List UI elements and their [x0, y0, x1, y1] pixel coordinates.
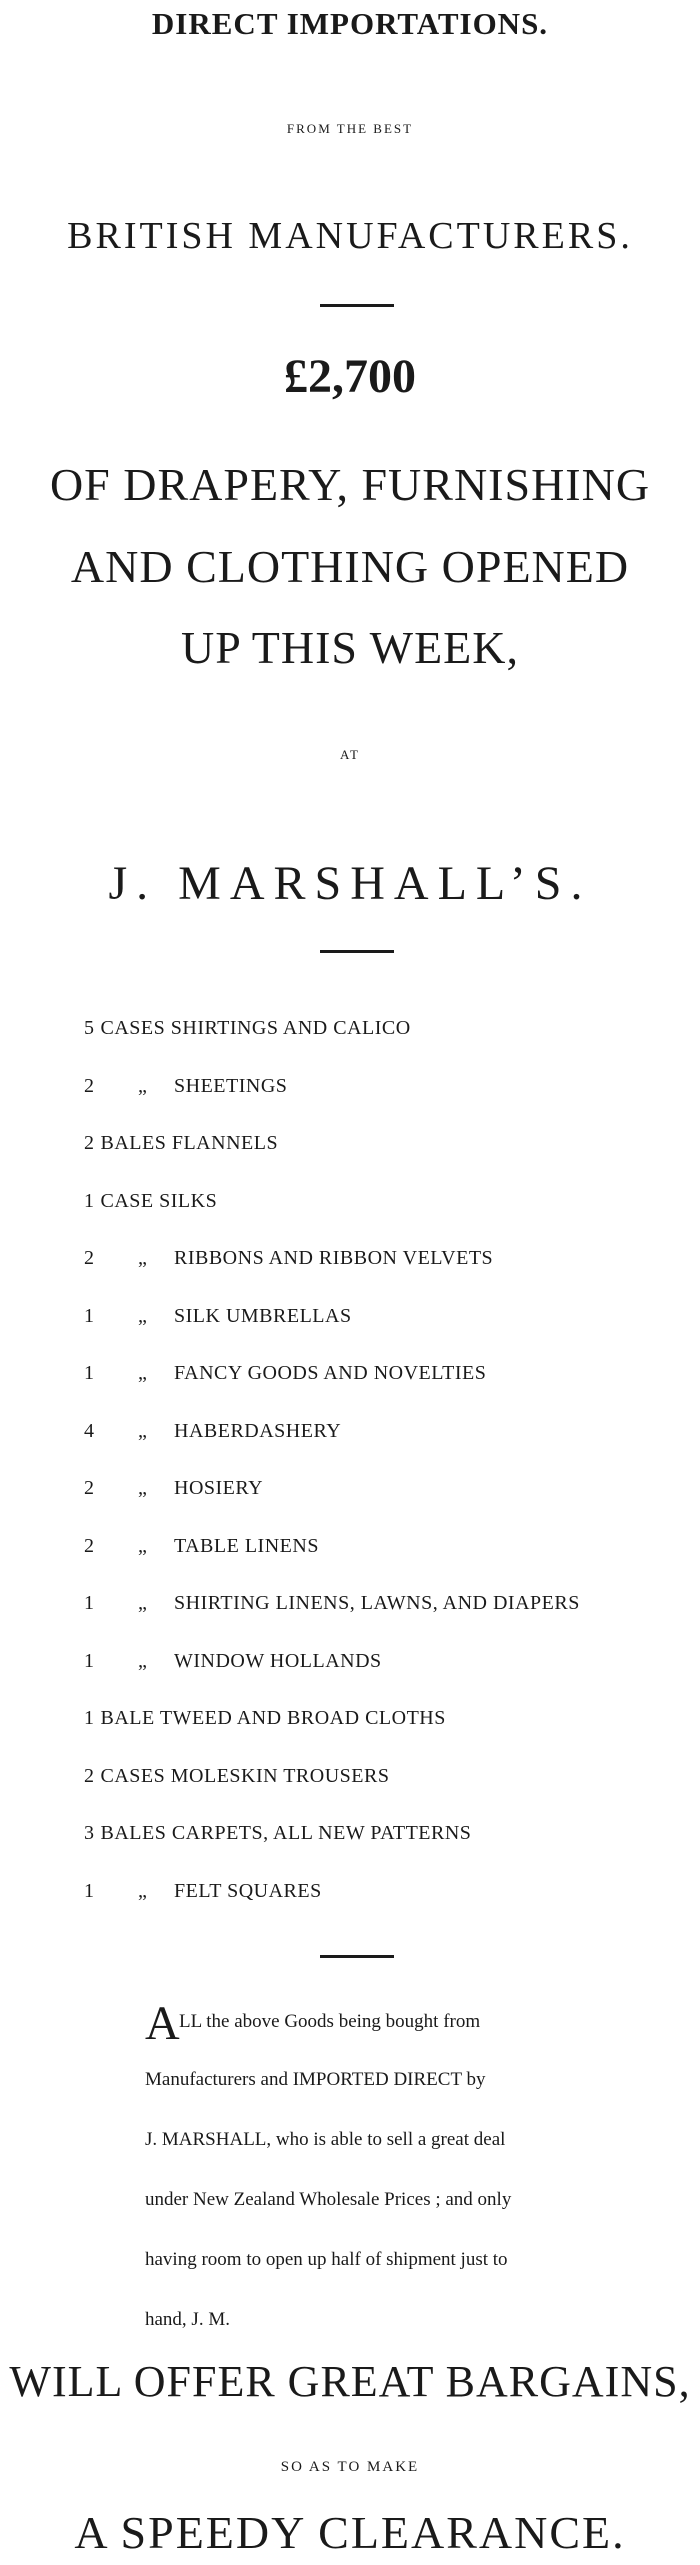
list-item — [84, 1880, 322, 1902]
paragraph-line: having room to open up half of shipment just to — [145, 2249, 508, 2270]
ditto-mark: „ — [138, 1650, 148, 1672]
item-quantity: 1 — [84, 1190, 95, 1212]
paragraph-line: hand, J. M. — [145, 2309, 230, 2330]
item-quantity: 1 — [84, 1650, 95, 1672]
ditto-mark: „ — [138, 1477, 148, 1499]
ditto-mark: „ — [138, 1075, 148, 1097]
list-item — [84, 1592, 580, 1614]
bargains-line: WILL OFFER GREAT BARGAINS, — [9, 2357, 691, 2406]
list-item — [84, 1535, 319, 1557]
ditto-mark: „ — [138, 1420, 148, 1442]
item-quantity: 2 — [84, 1075, 95, 1097]
paragraph-line: LL the above Goods being bought from — [179, 2011, 481, 2032]
item-description: BALES FLANNELS — [100, 1132, 279, 1154]
item-description: SILK UMBRELLAS — [174, 1305, 352, 1327]
divider-rule — [320, 304, 394, 307]
list-item — [84, 1362, 487, 1384]
offer-line-2: AND CLOTHING OPENED — [70, 541, 630, 592]
item-quantity: 2 — [84, 1247, 95, 1269]
item-description: SHEETINGS — [174, 1075, 288, 1097]
drop-cap-letter: A — [145, 1997, 180, 2050]
offer-amount: £2,700 — [284, 350, 416, 403]
item-description: RIBBONS AND RIBBON VELVETS — [174, 1247, 494, 1269]
list-item — [84, 1766, 389, 1786]
item-quantity: 4 — [84, 1420, 95, 1442]
item-quantity: 3 — [84, 1822, 95, 1844]
so-as-line: SO AS TO MAKE — [280, 2459, 420, 2475]
list-item — [84, 1133, 278, 1153]
paragraph-line: Manufacturers and IMPORTED DIRECT by — [145, 2069, 486, 2090]
item-quantity: 2 — [84, 1765, 95, 1787]
item-description: CASES SHIRTINGS AND CALICO — [100, 1017, 411, 1039]
item-description: HABERDASHERY — [174, 1420, 342, 1442]
ad-subtitle: BRITISH MANUFACTURERS. — [67, 215, 633, 257]
item-description: BALES CARPETS, ALL NEW PATTERNS — [100, 1822, 472, 1844]
ditto-mark: „ — [138, 1592, 148, 1614]
divider-rule — [320, 950, 394, 953]
merchant-name: J. MARSHALL’S. — [108, 857, 592, 910]
ditto-mark: „ — [138, 1305, 148, 1327]
offer-line-3: UP THIS WEEK, — [181, 622, 519, 673]
list-item — [84, 1018, 411, 1038]
item-quantity: 5 — [84, 1017, 95, 1039]
item-description: CASES MOLESKIN TROUSERS — [100, 1765, 390, 1787]
from-best-line: FROM THE BEST — [286, 121, 414, 136]
item-quantity: 2 — [84, 1132, 95, 1154]
list-item — [84, 1305, 352, 1327]
item-quantity: 2 — [84, 1535, 95, 1557]
list-item — [84, 1191, 217, 1211]
item-quantity: 1 — [84, 1362, 95, 1384]
ditto-mark: „ — [138, 1247, 148, 1269]
clearance-line: A SPEEDY CLEARANCE. — [74, 2507, 626, 2558]
offer-line-1: OF DRAPERY, FURNISHING — [49, 459, 651, 510]
item-quantity: 1 — [84, 1880, 95, 1902]
list-item — [84, 1477, 264, 1499]
paragraph-line: J. MARSHALL, who is able to sell a great deal — [145, 2129, 506, 2150]
list-item — [84, 1823, 471, 1843]
item-description: BALE TWEED AND BROAD CLOTHS — [100, 1707, 446, 1729]
item-description: TABLE LINENS — [174, 1535, 319, 1557]
item-quantity: 1 — [84, 1707, 95, 1729]
item-description: WINDOW HOLLANDS — [174, 1650, 382, 1672]
item-description: CASE SILKS — [100, 1190, 218, 1212]
list-item — [84, 1708, 446, 1728]
item-description: FELT SQUARES — [174, 1880, 322, 1902]
item-quantity: 1 — [84, 1305, 95, 1327]
list-item — [84, 1650, 382, 1672]
at-line: AT — [340, 747, 360, 762]
item-quantity: 2 — [84, 1477, 95, 1499]
item-quantity: 1 — [84, 1592, 95, 1614]
item-description: HOSIERY — [174, 1477, 264, 1499]
ditto-mark: „ — [138, 1880, 148, 1902]
ditto-mark: „ — [138, 1362, 148, 1384]
list-item — [84, 1247, 494, 1269]
item-description: FANCY GOODS AND NOVELTIES — [174, 1362, 487, 1384]
divider-rule — [320, 1955, 394, 1958]
ad-title: DIRECT IMPORTATIONS. — [151, 6, 549, 41]
ditto-mark: „ — [138, 1535, 148, 1557]
list-item — [84, 1420, 342, 1442]
item-description: SHIRTING LINENS, LAWNS, AND DIAPERS — [174, 1592, 580, 1614]
paragraph-line: under New Zealand Wholesale Prices ; and only — [145, 2189, 512, 2210]
list-item — [84, 1075, 288, 1097]
